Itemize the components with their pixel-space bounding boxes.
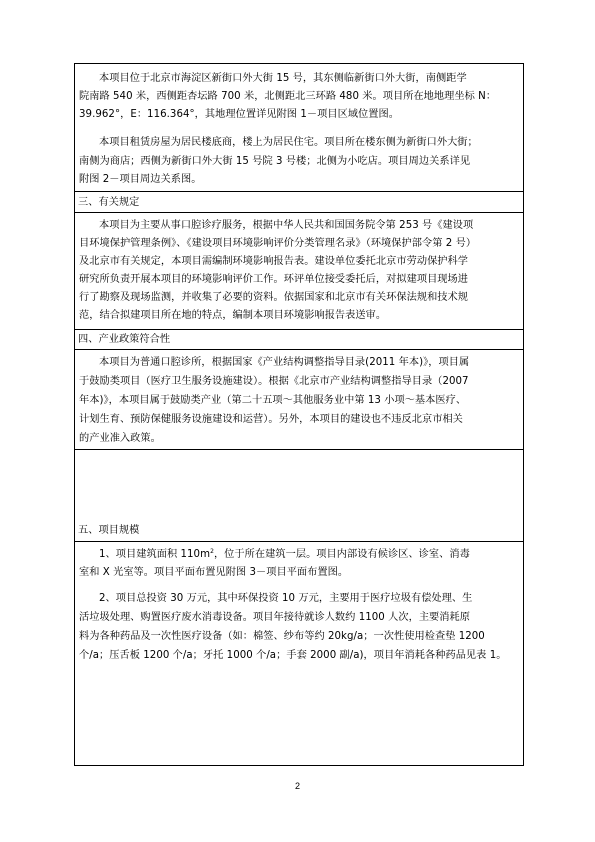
section-5-p1-line-1 [99, 548, 519, 561]
section-5-p2-line: 个/a；压舌板 1200 个/a；牙托 1000 个/a；手套 2000 副/a)，项目年消耗各种药品见表 1。 [79, 650, 507, 661]
row-divider [75, 541, 523, 542]
section-4-line: 年本)》，本项目属于鼓励类产业（第二十五项～其他服务业中第 13 小项～基本医疗、 [79, 395, 467, 406]
section-5-p2-line: 2、项目总投资 30 万元，其中环保投资 10 万元，主要用于医疗垃圾有偿处理、生 [99, 593, 473, 604]
location-line-1: 本项目位于北京市海淀区新街口外大街 15 号，其东侧临新街口外大街，南侧距学 [99, 73, 467, 84]
section-4-line: 于鼓励类项目（医疗卫生服务设施建设）。根据《北京市产业结构调整指导目录（2007 [79, 376, 469, 387]
section-3-line: 及北京市有关规定，本项目需编制环境影响报告表。建设单位委托北京市劳动保护科学 [79, 256, 469, 267]
location-line-3: 39.962°，E：116.364°，其地理位置详见附图 1－项目区域位置图。 [79, 109, 400, 120]
p1-pre: 1、项目建筑面积 110m [99, 549, 211, 560]
section-3-heading: 三、有关规定 [78, 197, 140, 208]
surroundings-line-3: 附图 2－项目周边关系图。 [79, 174, 202, 185]
section-4-line: 的产业准入政策。 [79, 433, 161, 444]
report-table-frame [74, 63, 524, 766]
section-4-line: 计划生育、预防保健服务设施建设和运营）。另外，本项目的建设也不违反北京市相关 [79, 414, 463, 425]
row-divider [75, 329, 523, 330]
location-line-2: 院南路 540 米，西侧距杏坛路 700 米，北侧距北三环路 480 米。项目所在地地理坐标 N： [79, 91, 497, 102]
section-3-line: 范，结合拟建项目所在地的特点，编制本项目环境影响报告表送审。 [79, 310, 387, 321]
row-divider [75, 212, 523, 213]
section-5-p2-line: 料为各种药品及一次性医疗设备（如：棉签、纱布等约 20kg/a；一次性使用检查垫 1200 [79, 631, 485, 642]
row-divider [75, 349, 523, 350]
section-4-line: 本项目为普通口腔诊所，根据国家《产业结构调整指导目录(2011 年本)》，项目属 [99, 357, 470, 368]
section-3-line: 本项目为主要从事口腔诊疗服务，根据中华人民共和国国务院令第 253 号《建设项 [99, 220, 474, 231]
section-3-line: 行了勘察及现场监测，并收集了必要的资料。依据国家和北京市有关环保法规和技术规 [79, 292, 469, 303]
section-3-line: 目环境保护管理条例》、《建设项目环境影响评价分类管理名录》（环境保护部令第 2 号） [79, 238, 477, 249]
p1-sup: 2 [210, 548, 214, 555]
page-number: 2 [294, 781, 300, 791]
section-5-heading: 五、项目规模 [78, 525, 140, 536]
p1-post: ，位于所在建筑一层。项目内部设有候诊区、诊室、消毒 [213, 549, 470, 560]
row-divider [75, 191, 523, 192]
row-divider [75, 449, 523, 450]
section-4-heading: 四、产业政策符合性 [78, 334, 171, 345]
section-5-p2-line: 活垃圾处理、购置医疗废水消毒设备。项目年接待就诊人数约 1100 人次，主要消耗原 [79, 612, 471, 623]
surroundings-line-2: 南侧为商店；西侧为新街口外大街 15 号院 3 号楼；北侧为小吃店。项目周边关系详见 [79, 156, 471, 167]
section-3-line: 研究所负责开展本项目的环境影响评价工作。环评单位接受委托后，对拟建项目现场进 [79, 274, 469, 285]
section-5-p1-line-2: 室和 X 光室等。项目平面布置见附图 3－项目平面布置图。 [79, 567, 349, 578]
surroundings-line-1: 本项目租赁房屋为居民楼底商，楼上为居民住宅。项目所在楼东侧为新街口外大街； [99, 137, 478, 148]
